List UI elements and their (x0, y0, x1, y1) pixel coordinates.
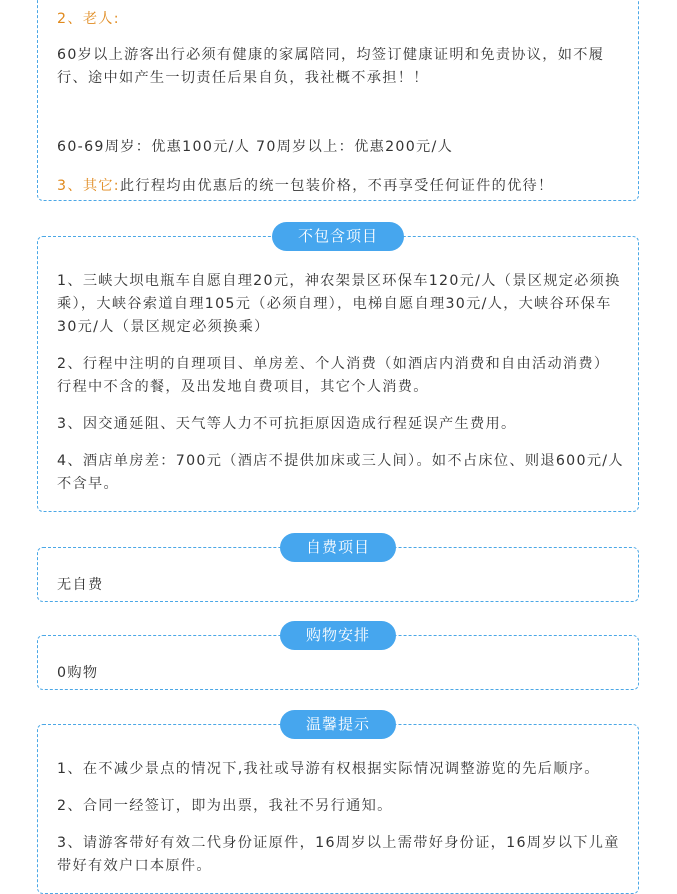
policy-section (37, 0, 639, 201)
tips-section (37, 715, 639, 894)
tips-item-1: 1、在不减少景点的情况下,我社或导游有权根据实际情况调整游览的先后顺序。 (57, 761, 600, 777)
tips-item-3: 3、请游客带好有效二代身份证原件，16周岁以上需带好身份证，16周岁以下儿童带好有效户口本原件。 (57, 835, 620, 874)
other-heading: 3、其它: (57, 178, 120, 194)
shopping-section (37, 626, 639, 690)
elderly-heading: 2、老人: (57, 11, 120, 27)
excluded-section (37, 227, 639, 512)
shopping-text: 0购物 (57, 665, 99, 681)
excluded-item-4: 4、酒店单房差：700元（酒店不提供加床或三人间）。如不占床位、则退600元/人不含早。 (57, 453, 624, 492)
tips-title: 温馨提示 (280, 710, 396, 739)
other-text: 此行程均由优惠后的统一包装价格，不再享受任何证件的优待！ (119, 178, 554, 194)
excluded-item-3: 3、因交通延阻、天气等人力不可抗拒原因造成行程延误产生费用。 (57, 416, 517, 432)
selfpay-section (37, 538, 639, 602)
shopping-title: 购物安排 (280, 621, 396, 650)
selfpay-text: 无自费 (57, 577, 104, 593)
excluded-item-2: 2、行程中注明的自理项目、单房差、个人消费（如酒店内消费和自由活动消费）行程中不含的餐，及出发地自费项目，其它个人消费。 (57, 356, 610, 395)
elderly-discount: 60-69周岁：优惠100元/人 70周岁以上：优惠200元/人 (57, 139, 454, 155)
selfpay-title: 自费项目 (280, 533, 396, 562)
other-note (57, 175, 624, 198)
elderly-text: 60岁以上游客出行必须有健康的家属陪同，均签订健康证明和免责协议，如不履行、途中如产生一切责任后果自负，我社概不承担！！ (57, 47, 605, 86)
excluded-title: 不包含项目 (272, 222, 404, 251)
excluded-item-1: 1、三峡大坝电瓶车自愿自理20元，神农架景区环保车120元/人（景区规定必须换乘），大峡谷索道自理105元（必须自理），电梯自愿自理30元/人，大峡谷环保车30元/人（景区规定必须换乘） (57, 273, 621, 335)
tips-item-2: 2、合同一经签订，即为出票，我社不另行通知。 (57, 798, 393, 814)
